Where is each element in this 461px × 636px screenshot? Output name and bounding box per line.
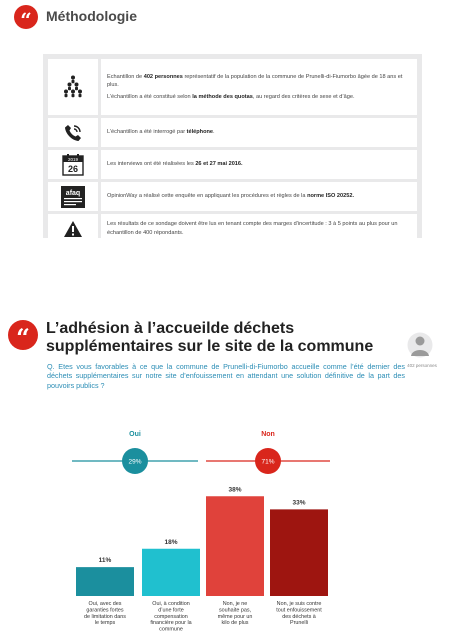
people-pyramid-icon [48,59,98,115]
bar-1 [76,567,134,596]
method-row-sample [48,59,417,115]
category-label-2: Oui, à condition [152,601,190,607]
category-label-2: compensation [154,613,188,620]
afaq-logo-text: afaq [65,189,81,197]
category-label-2: d’une forte [158,607,184,614]
adhesion-bar-chart [0,420,461,636]
method-row-phone [48,118,417,147]
method-row-dates [48,150,417,179]
category-label-3: Non, je ne [222,601,248,607]
method-text-warning: Les résultats de ce sondage doivent être lus en tenant compte des marges d’incertitude : 3 à 5 points au plus pour un échantillon de 400 répondants. [101,214,417,243]
category-label-1: Oui, avec des [88,601,122,607]
bar-value-label-3: 38% [228,486,242,494]
adhesion-title: L’adhésion à l’accueilde déchets supplémentaires sur le site de la commune [46,320,374,355]
method-text-dates: Les interviews ont été réalisées les 26 et 27 mai 2016. [101,150,417,179]
category-label-4: des déchets à [282,613,316,620]
quote-badge-icon: “ [8,320,38,350]
bar-value-label-2: 18% [164,538,178,546]
category-label-2: commune [159,626,183,633]
bar-value-label-4: 33% [292,499,306,507]
method-row-warning [48,214,417,243]
bar-value-label-1: 11% [98,557,112,565]
methodology-title: Méthodologie [46,8,137,24]
methodology-table [43,54,422,238]
category-label-4: Non, je suis contre [276,601,322,607]
category-label-2: financière pour la [150,620,192,627]
category-label-1: le temps [94,620,116,627]
phone-icon [48,118,98,147]
group-total-label-non: 71% [261,458,275,466]
category-label-3: kilo de plus [221,620,249,627]
calendar-icon [48,150,98,179]
sample-size-note: 402 personnes [407,363,437,368]
method-text-phone: L’échantillon a été interrogé par téléphone. [101,118,417,147]
category-label-3: souhaite pas, [218,607,252,614]
category-label-4: tout enfouissement [276,607,322,614]
category-label-3: même pour un [217,613,253,620]
afaq-certification-icon [48,182,98,211]
method-row-norm [48,182,417,211]
bar-3 [206,496,264,596]
calendar-day: 26 [67,163,79,174]
calendar-year: 2019 [67,156,79,162]
warning-icon [48,214,98,243]
category-label-4: Prunelli [290,620,308,627]
group-label-non: Non [261,431,275,438]
group-label-oui: Oui [129,431,141,438]
method-text-norm: OpinionWay a réalisé cette enquête en appliquant les procédures et règles de la norme ISO 20252. [101,182,417,211]
quote-badge-icon: “ [14,5,38,29]
method-text-sample: Echantillon de 402 personnes représentatif de la population de la commune de Prunelli-di-Fiumorbo âgée de 18 ans et plus. L’échantillon a été constitué selon la méthode des quotas, au regard des critères de sexe et d’âge. [101,59,417,115]
person-icon [407,332,433,365]
bar-2 [142,549,200,596]
survey-question: Q. Etes vous favorables à ce que la commune de Prunelli-di-Fiumorbo accueille comme l’été dernier des déchets supplémentaires sur notre site d’enfouissement en attendant une solution définitive de la part des pouvoirs publics ? [47,362,405,390]
group-total-label-oui: 29% [128,458,142,466]
category-label-1: garanties fortes [86,607,124,614]
bar-4 [270,509,328,596]
category-label-1: de limitation dans [84,613,126,620]
